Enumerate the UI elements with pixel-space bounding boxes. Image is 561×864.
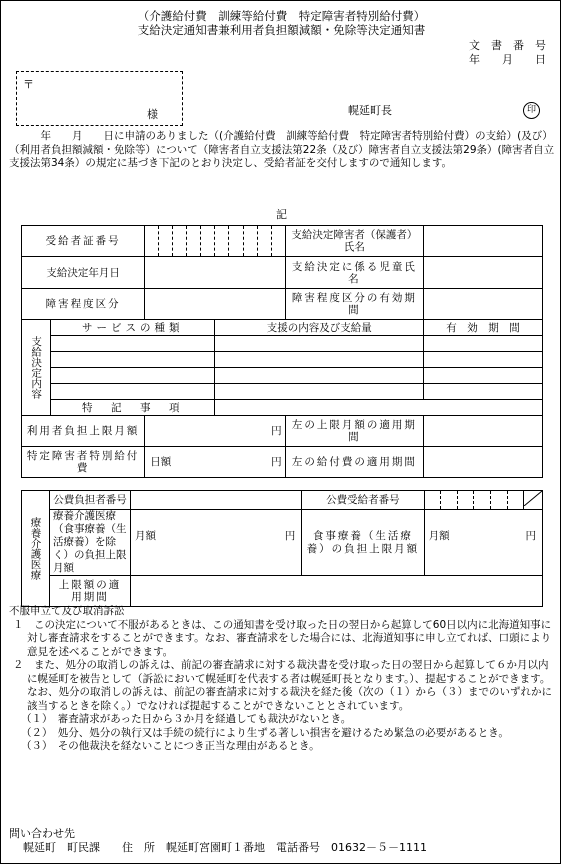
guardian-name-label: 支給決定障害者（保護者）氏名 bbox=[285, 226, 423, 257]
intro-paragraph: 年 月 日に申請のありました（(介護給付費 訓練等給付費 特定障害者特別給付費）の支給）(及び）（利用者負担額減額・免除等）について（障害者自立支援法第22条（及び）障害者自立支援法第29条）(障害者自立支援法第34条）の規定に基づき下記のとおり決定し、受給者証を交付しますので通知します。 bbox=[9, 130, 555, 169]
recipient-digit-cell bbox=[243, 226, 257, 257]
public-recipient-digit-cell bbox=[424, 491, 441, 510]
validity-cell bbox=[424, 384, 543, 400]
address-box bbox=[16, 71, 183, 126]
content-amount-cell bbox=[215, 368, 424, 384]
content-amount-cell bbox=[215, 384, 424, 400]
service-type-header: サービスの種類 bbox=[51, 320, 215, 336]
level-period-label: 障害程度区分の有効期間 bbox=[285, 289, 423, 320]
recipient-digit-cell bbox=[215, 226, 229, 257]
recipient-digit-cell bbox=[173, 226, 187, 257]
special-notes-value bbox=[215, 400, 543, 416]
slash-icon bbox=[524, 491, 542, 506]
public-recipient-digit-cell bbox=[491, 491, 508, 510]
recipient-digit-cell bbox=[229, 226, 243, 257]
daily-amount-label: 日額 bbox=[150, 456, 172, 468]
child-name-label: 支給決定に係る児童氏名 bbox=[285, 257, 423, 289]
content-amount-cell bbox=[215, 352, 424, 368]
note-condition-3: （３） その他裁決を経ないことにつき正当な理由があるとき。 bbox=[21, 740, 320, 752]
recipient-digit-cell bbox=[159, 226, 173, 257]
public-payer-number-label: 公費負担者番号 bbox=[50, 491, 131, 510]
validity-cell bbox=[424, 352, 543, 368]
meal-cap-value bbox=[424, 510, 542, 576]
public-recipient-digit-cell bbox=[441, 491, 458, 510]
validity-cell bbox=[424, 368, 543, 384]
monthly-label-1: 月額 bbox=[134, 530, 156, 542]
issuer-name: 幌延町長 bbox=[348, 104, 392, 117]
medical-cap-yen: 円 bbox=[284, 530, 296, 542]
benefit-period-value bbox=[424, 447, 543, 478]
seal-mark: 印 bbox=[523, 102, 540, 119]
medical-table bbox=[21, 490, 543, 607]
title-line-1: （介護給付費 訓練等給付費 特定障害者特別給付費） bbox=[137, 9, 426, 23]
content-amount-cell bbox=[215, 336, 424, 352]
service-type-cell bbox=[51, 336, 215, 352]
note-1: １ この決定について不服があるときは、この通知書を受け取った日の翌日から起算して60日以内に北海道知事に対し審査請求をすることができます。なお、審査請求をした場合には、北海道知事に申し立てれば、口頭により意見を述べることができます。 bbox=[13, 618, 552, 658]
validity-header: 有 効 期 間 bbox=[424, 320, 543, 336]
cap-period-value bbox=[130, 576, 542, 607]
service-type-cell bbox=[51, 368, 215, 384]
notes-heading: 不服申立て及び取消訴訟 bbox=[9, 605, 125, 617]
decision-date-value bbox=[145, 257, 285, 289]
cap-period-label: 上限額の適用期間 bbox=[50, 576, 131, 607]
special-benefit-yen: 円 bbox=[271, 456, 282, 468]
disability-level-value bbox=[145, 289, 285, 320]
level-period-value bbox=[424, 289, 543, 320]
contact-heading: 問い合わせ先 bbox=[9, 827, 75, 840]
medical-vertical-label: 療養介護医療 bbox=[22, 491, 50, 607]
recipient-digit-cell bbox=[201, 226, 215, 257]
decision-table bbox=[21, 225, 543, 478]
burden-cap-label: 利用者負担上限月額 bbox=[22, 416, 145, 447]
meal-cap-yen: 円 bbox=[525, 530, 536, 542]
note-condition-1: （１） 審査請求があった日から３か月を経過しても裁決がないとき。 bbox=[21, 713, 352, 725]
recipient-digit-cell bbox=[145, 226, 159, 257]
special-notes-label: 特 記 事 項 bbox=[51, 400, 215, 416]
recipient-digit-cell bbox=[187, 226, 201, 257]
monthly-label-2: 月額 bbox=[428, 530, 450, 542]
medical-cap-label: 療養介護医療（食事療養（生活療養）を除く）の負担上限月額 bbox=[50, 510, 131, 576]
recipient-digit-cell bbox=[271, 226, 285, 257]
public-recipient-digit-cell bbox=[457, 491, 474, 510]
document-number-label: 文 書 番 号 bbox=[469, 39, 546, 52]
title-line-2: 支給決定通知書兼利用者負担額減額・免除等決定通知書 bbox=[137, 23, 426, 37]
meal-cap-label: 食事療養（生活療養）の負担上限月額 bbox=[302, 510, 424, 576]
special-benefit-value bbox=[145, 447, 285, 478]
disability-level-label: 障害程度区分 bbox=[22, 289, 145, 320]
service-type-cell bbox=[51, 352, 215, 368]
ki-label: 記 bbox=[276, 208, 287, 221]
public-payer-number-value bbox=[130, 491, 301, 510]
special-benefit-label: 特定障害者特別給付費 bbox=[22, 447, 145, 478]
public-recipient-digit-cell bbox=[507, 491, 524, 510]
content-amount-header: 支援の内容及び支給量 bbox=[215, 320, 424, 336]
contact-line: 幌延町 町民課 住 所 幌延町宮園町１番地 電話番号 01632－５－1111 bbox=[23, 841, 427, 854]
burden-period-label: 左の上限月額の適用期間 bbox=[285, 416, 423, 447]
recipient-digit-cell bbox=[257, 226, 271, 257]
public-recipient-number-label: 公費受給者番号 bbox=[302, 491, 424, 510]
note-condition-2: （２） 処分、処分の執行又は手続の続行により生ずる著しい損害を避けるため緊急の必要があるとき。 bbox=[21, 726, 509, 739]
postal-mark: 〒 bbox=[23, 78, 34, 91]
public-recipient-digit-cell bbox=[474, 491, 491, 510]
issue-date-label: 年 月 日 bbox=[469, 53, 546, 66]
burden-period-value bbox=[424, 416, 543, 447]
honorific-sama: 様 bbox=[147, 108, 158, 121]
decision-content-vertical-label: 支給決定内容 bbox=[22, 320, 51, 416]
slash-cell bbox=[524, 491, 543, 510]
validity-cell bbox=[424, 336, 543, 352]
notes-section bbox=[9, 605, 557, 754]
child-name-value bbox=[424, 257, 543, 289]
decision-date-label: 支給決定年月日 bbox=[22, 257, 145, 289]
note-2: ２ また、処分の取消しの訴えは、前記の審査請求に対する裁決書を受け取った日の翌日から起算して６か月以内に幌延町を被告として（訴訟において幌延町を代表する者は幌延町長となります。）、提起することができます。なお、処分の取消しの訴えは、前記の審査請求に対する裁決を経た後（次の（１）から（３）までのいずれかに該当するときを除く。）でなければ提起することができないこととされています。 bbox=[13, 659, 552, 712]
service-type-cell bbox=[51, 384, 215, 400]
recipient-number-label: 受給者証番号 bbox=[22, 226, 145, 257]
guardian-name-value bbox=[424, 226, 543, 257]
medical-cap-value bbox=[130, 510, 301, 576]
burden-cap-yen: 円 bbox=[145, 416, 285, 447]
benefit-period-label: 左の給付費の適用期間 bbox=[285, 447, 423, 478]
